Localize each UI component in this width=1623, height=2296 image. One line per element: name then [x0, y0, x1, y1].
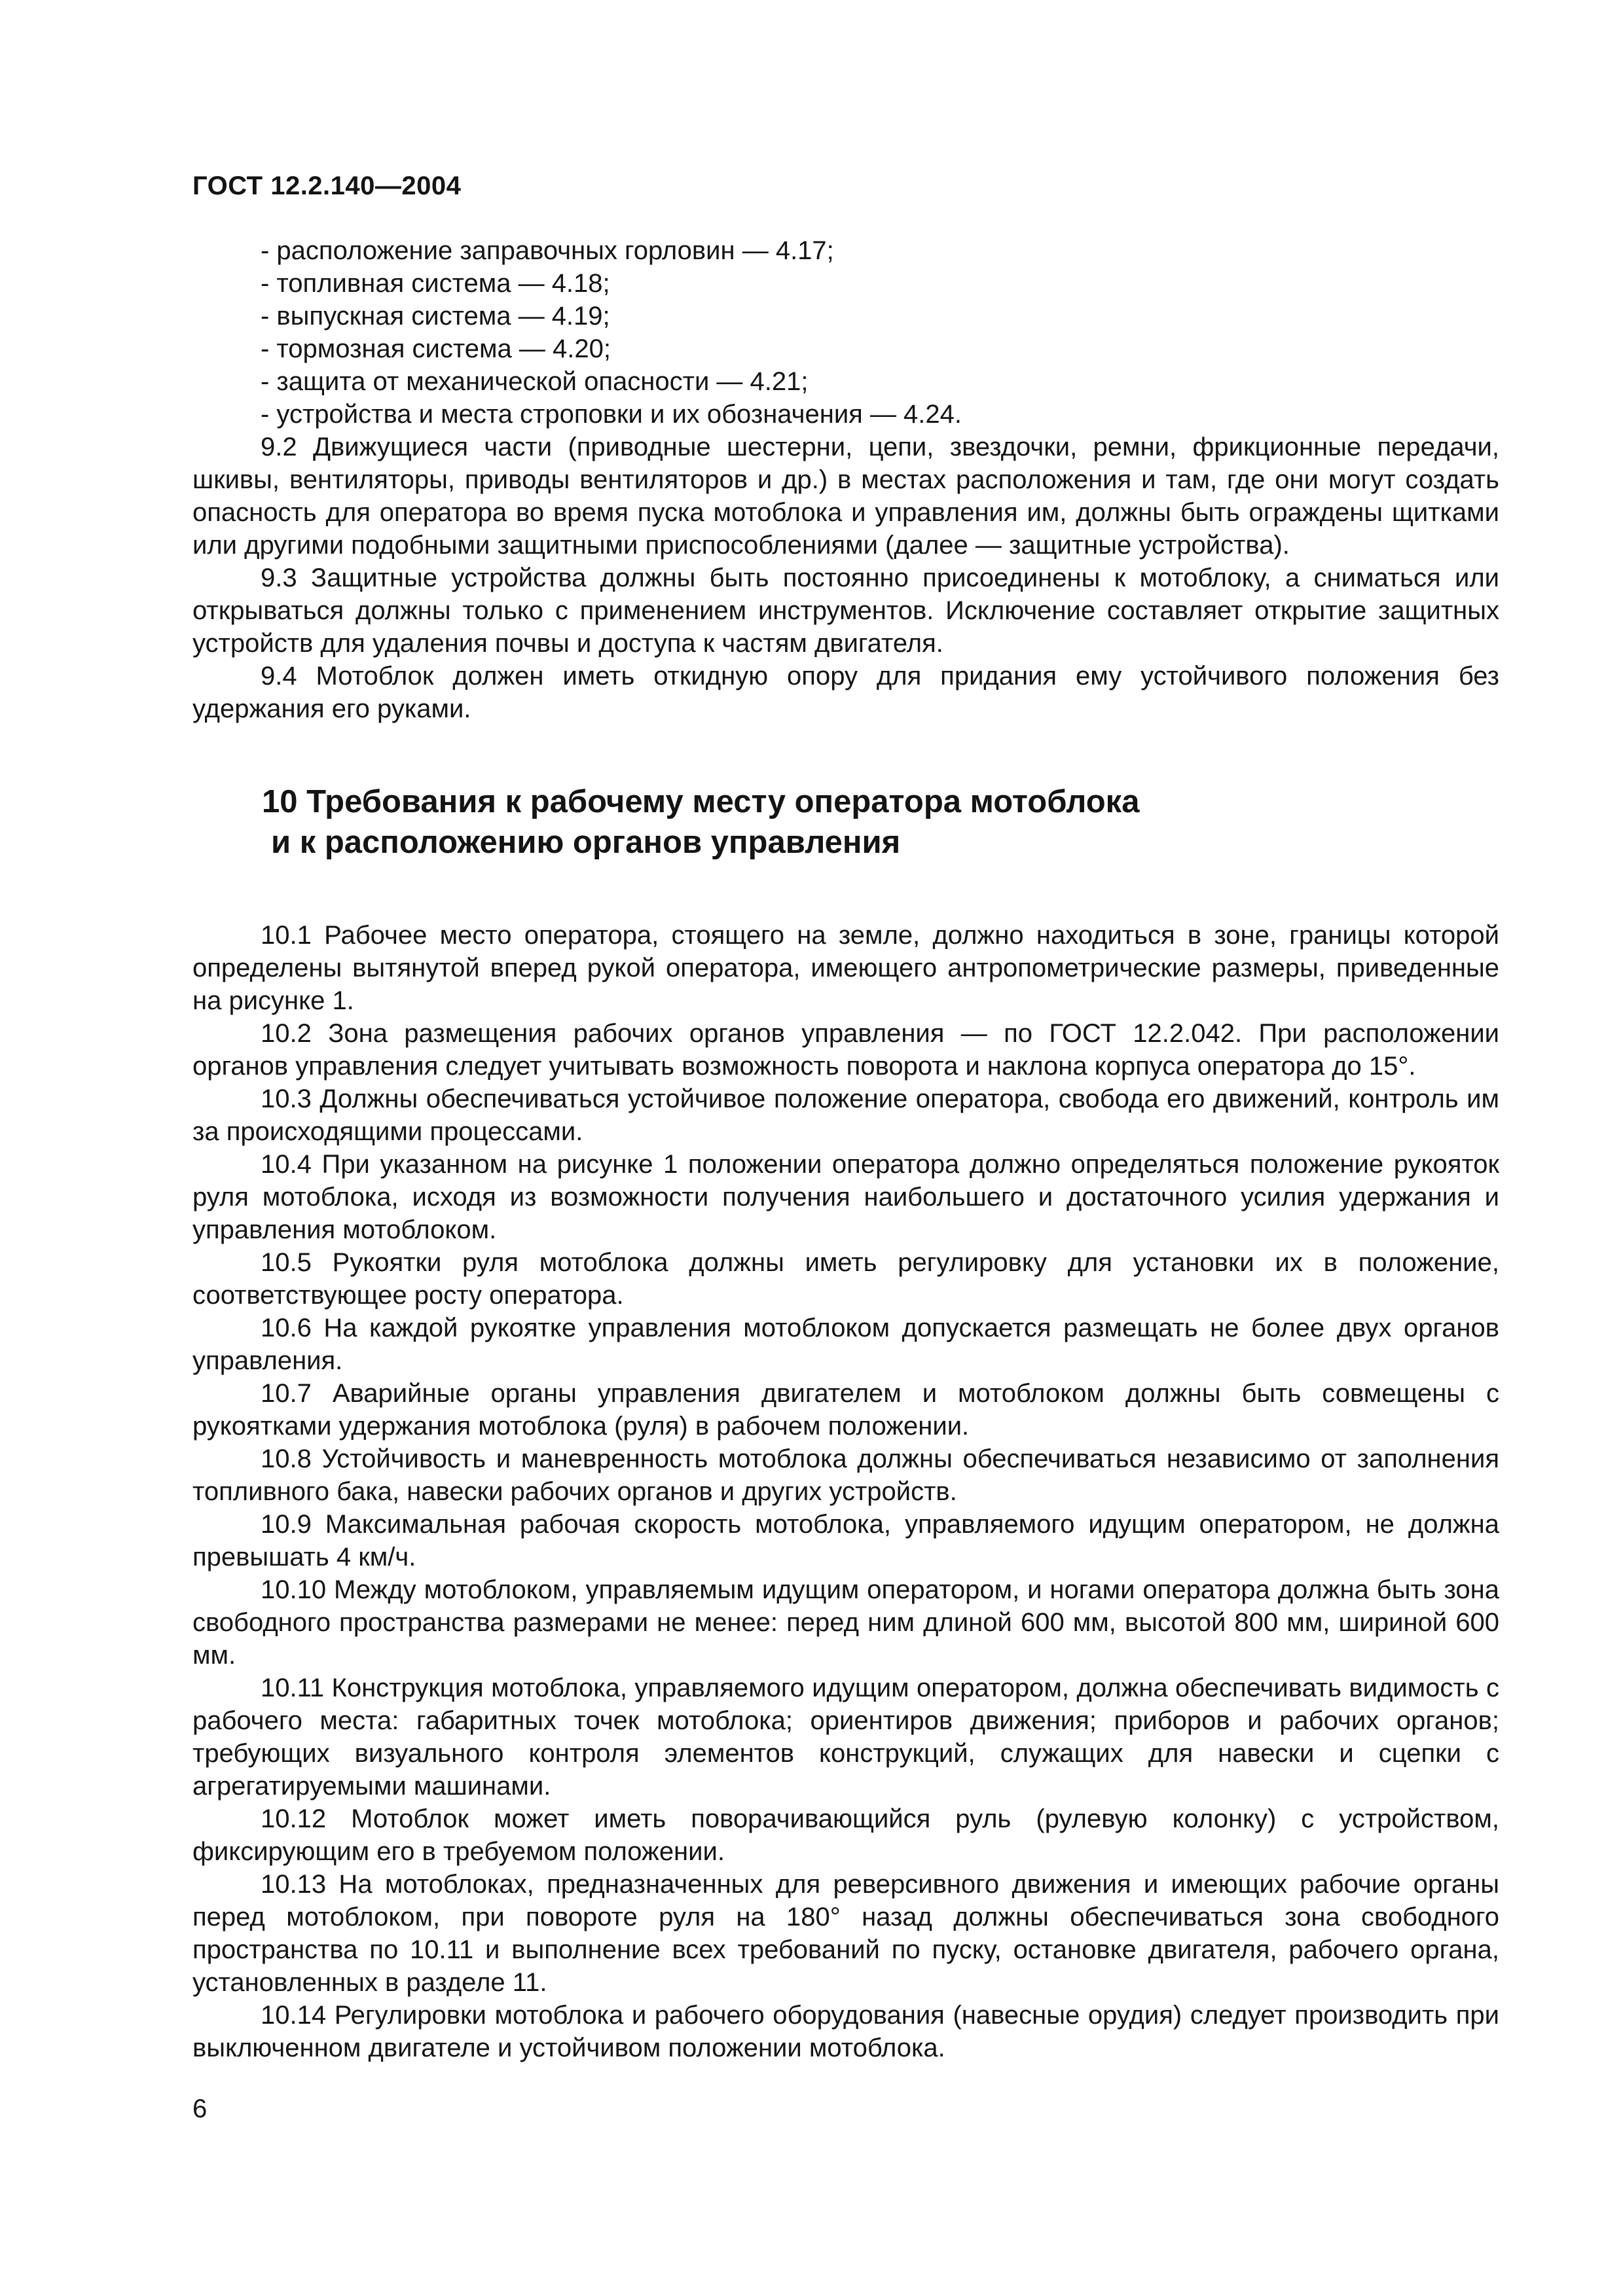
section-10-heading-line-1: 10 Требования к рабочему месту оператора мотоблока — [262, 784, 1140, 819]
page-number: 6 — [192, 2094, 208, 2123]
standard-code-header: ГОСТ 12.2.140—2004 — [192, 171, 462, 200]
section-10-heading-line-2: и к расположению органов управления — [271, 825, 901, 860]
paragraph-10-5: 10.5 Рукоятки руля мотоблока должны иметь регулировку для установки их в положение, соответствующее росту оператора. — [192, 1248, 1499, 1310]
paragraph-10-10: 10.10 Между мотоблоком, управляемым идущим оператором, и ногами оператора должна быть зона свободного пространства размерами не менее: перед ним длиной 600 мм, высотой 800 мм, шириной 600 мм. — [192, 1575, 1499, 1670]
page-content — [192, 234, 1499, 2064]
paragraph-10-12: 10.12 Мотоблок может иметь поворачивающийся руль (рулевую колонку) с устройством, фиксирующим его в требуемом положении. — [192, 1804, 1499, 1866]
paragraph-9-4: 9.4 Мотоблок должен иметь откидную опору для придания ему устойчивого положения без удержания его руками. — [192, 662, 1499, 723]
paragraph-10-8: 10.8 Устойчивость и маневренность мотоблока должны обеспечиваться независимо от заполнения топливного бака, навески рабочих органов и других устройств. — [192, 1444, 1499, 1506]
paragraph-9-2: 9.2 Движущиеся части (приводные шестерни, цепи, звездочки, ремни, фрикционные передачи, шкивы, вентиляторы, приводы вентиляторов и др.) в местах расположения и там, где они могут создать опасность для оператора во время пуска мотоблока и управления им, должны быть ограждены щитками или другими подобными защитными приспособлениями (далее — защитные устройства). — [192, 433, 1499, 560]
section-9-paragraphs — [192, 431, 1499, 725]
paragraph-10-2: 10.2 Зона размещения рабочих органов управления — по ГОСТ 12.2.042. При расположении органов управления следует учитывать возможность поворота и наклона корпуса оператора до 15°. — [192, 1019, 1499, 1081]
section-9-reference-list — [192, 234, 1499, 431]
list-item: - устройства и места строповки и их обозначения — 4.24. — [261, 400, 962, 429]
list-item: - расположение заправочных горловин — 4.17; — [261, 236, 834, 265]
list-item: - защита от механической опасности — 4.21; — [261, 367, 809, 396]
paragraph-10-1: 10.1 Рабочее место оператора, стоящего на земле, должно находиться в зоне, границы которой определены вытянутой вперед рукой оператора, имеющего антропометрические размеры, приведенные на рисунке 1. — [192, 921, 1499, 1015]
paragraph-10-6: 10.6 На каждой рукоятке управления мотоблоком допускается размещать не более двух органов управления. — [192, 1314, 1499, 1375]
section-10 — [192, 781, 1499, 2064]
list-item: - тормозная система — 4.20; — [261, 334, 611, 363]
paragraph-10-7: 10.7 Аварийные органы управления двигателем и мотоблоком должны быть совмещены с рукоятками удержания мотоблока (руля) в рабочем положении. — [192, 1379, 1499, 1441]
paragraph-9-3: 9.3 Защитные устройства должны быть постоянно присоединены к мотоблоку, а сниматься или открываться должны только с применением инструментов. Исключение составляет открытие защитных устройств для удаления почвы и доступа к частям двигателя. — [192, 564, 1499, 658]
paragraph-10-4: 10.4 При указанном на рисунке 1 положении оператора должно определяться положение рукояток руля мотоблока, исходя из возможности получения наибольшего и достаточного усилия удержания и управления мотоблоком. — [192, 1150, 1499, 1244]
list-item: - топливная система — 4.18; — [261, 269, 610, 298]
list-item: - выпускная система — 4.19; — [261, 302, 610, 331]
paragraph-10-14: 10.14 Регулировки мотоблока и рабочего оборудования (навесные орудия) следует производить при выключенном двигателе и устойчивом положении мотоблока. — [192, 2001, 1499, 2062]
section-10-heading — [262, 781, 1499, 863]
paragraph-10-9: 10.9 Максимальная рабочая скорость мотоблока, управляемого идущим оператором, не должна превышать 4 км/ч. — [192, 1510, 1499, 1571]
paragraph-10-3: 10.3 Должны обеспечиваться устойчивое положение оператора, свобода его движений, контроль им за происходящими процессами. — [192, 1085, 1499, 1146]
paragraph-10-11: 10.11 Конструкция мотоблока, управляемого идущим оператором, должна обеспечивать видимость с рабочего места: габаритных точек мотоблока; ориентиров движения; приборов и рабочих органов; требующих визуального контроля элементов конструкций, служащих для навески и сцепки с агрегатируемыми машинами. — [192, 1674, 1499, 1801]
paragraph-10-13: 10.13 На мотоблоках, предназначенных для реверсивного движения и имеющих рабочие органы перед мотоблоком, при повороте руля на 180° назад должны обеспечиваться зона свободного пространства по 10.11 и выполнение всех требований по пуску, остановке двигателя, рабочего органа, установленных в разделе 11. — [192, 1870, 1499, 1997]
